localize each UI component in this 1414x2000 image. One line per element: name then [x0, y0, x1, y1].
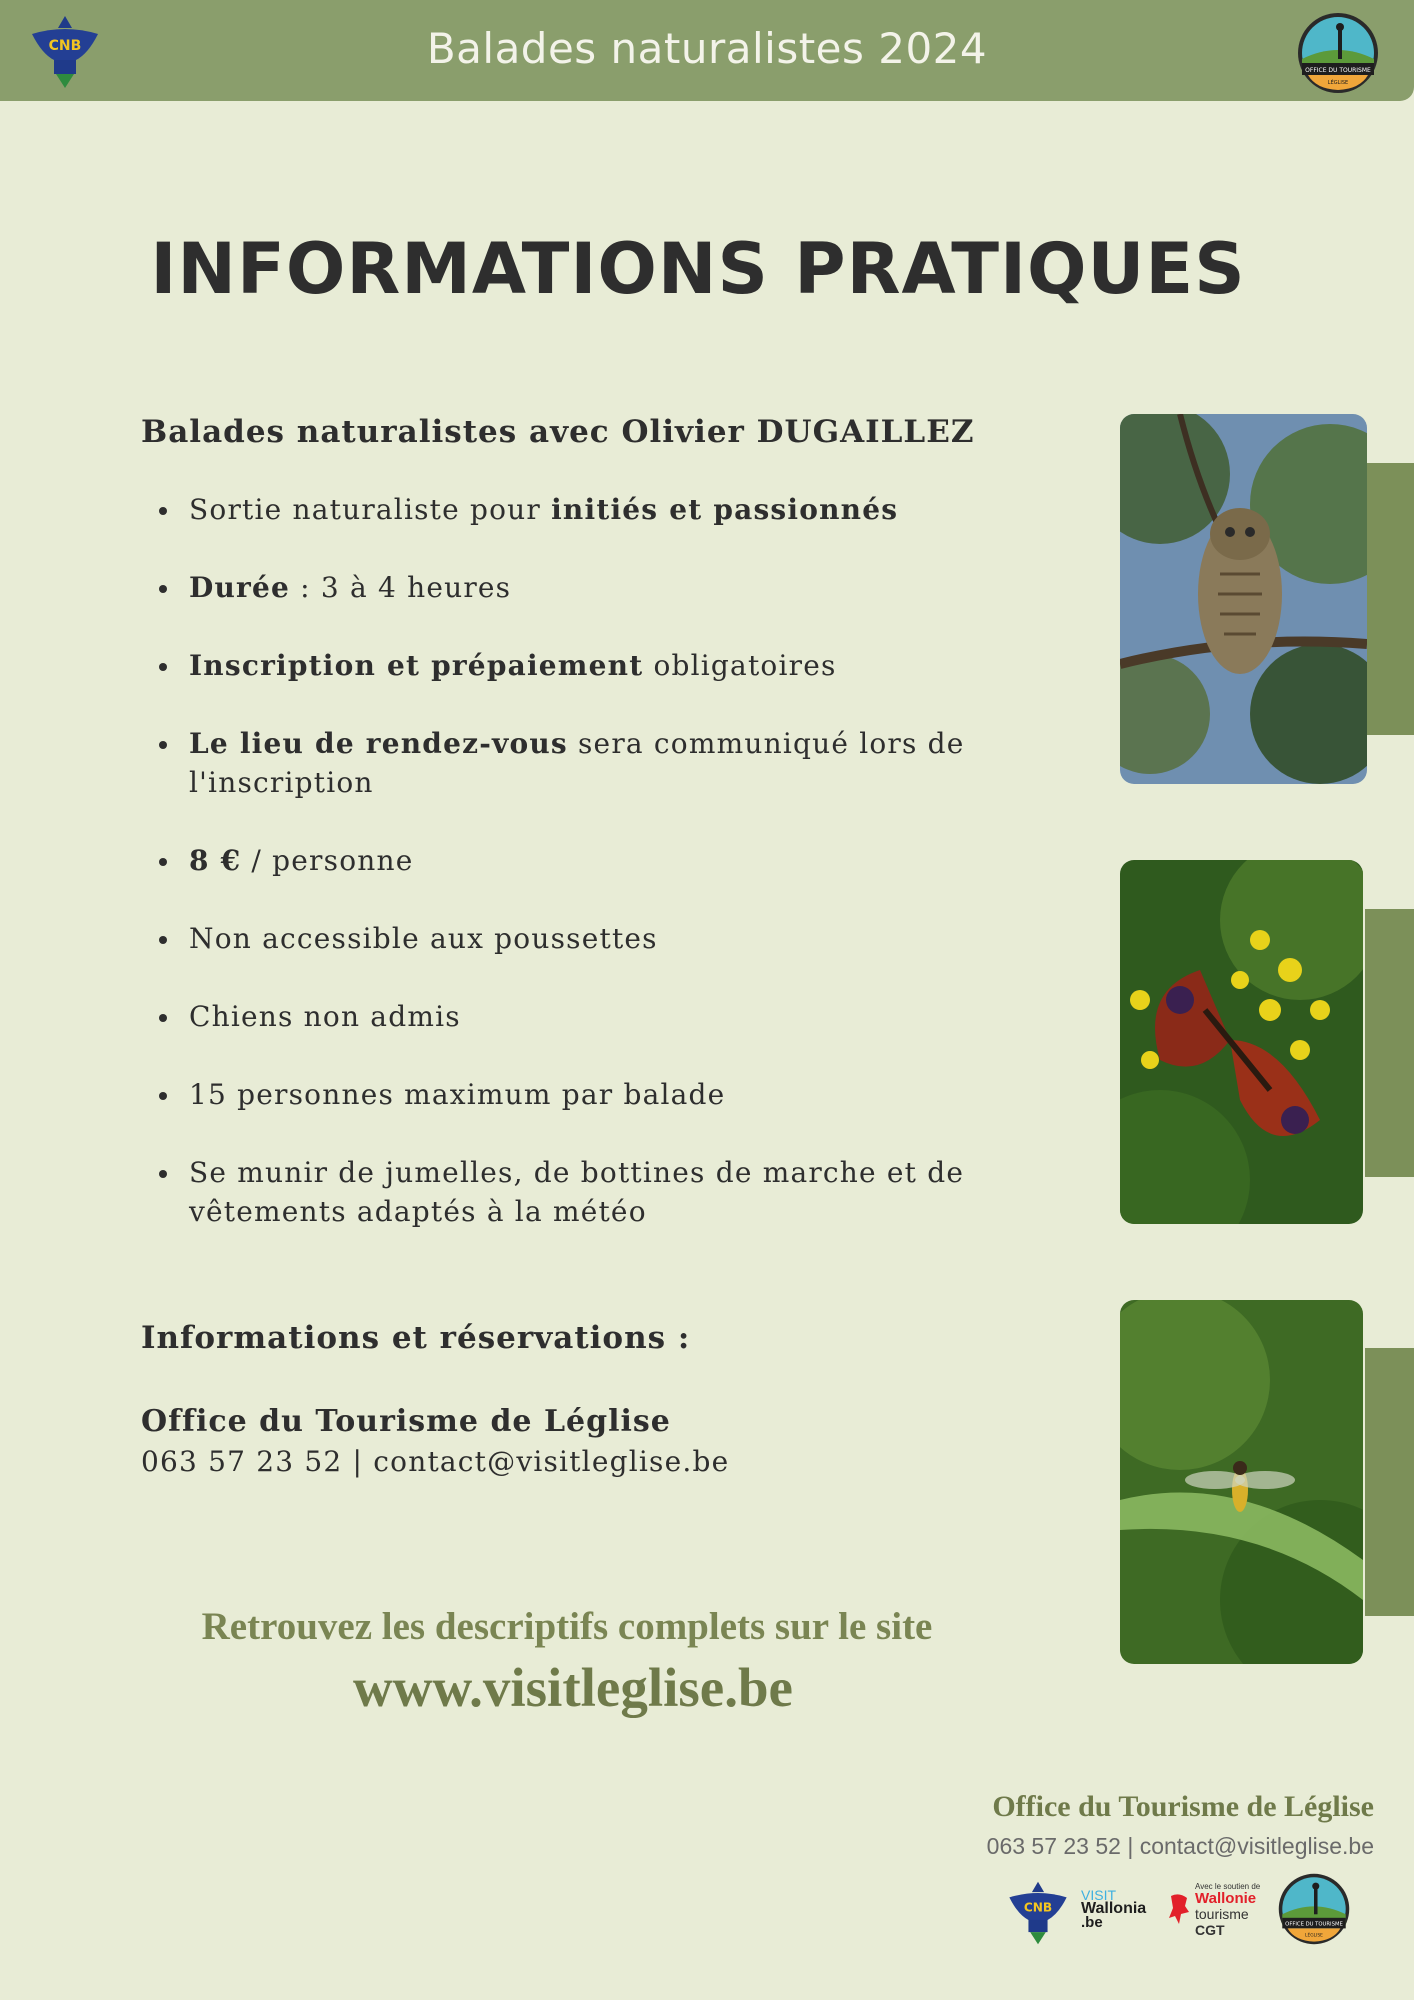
owl-photo: [1120, 414, 1367, 784]
header-bar: [0, 0, 1414, 101]
reservations-heading: Informations et réservations :: [141, 1320, 691, 1356]
list-item: Se munir de jumelles, de bottines de marche et de vêtements adaptés à la météo: [150, 1153, 1000, 1231]
section-heading: Balades naturalistes avec Olivier DUGAILLEZ: [141, 414, 975, 450]
cnb-footer-text: CNB: [1023, 1900, 1053, 1915]
list-item: Inscription et prépaiement obligatoires: [150, 646, 1000, 685]
header-title: Balades naturalistes 2024: [426, 24, 988, 73]
footer-contact[interactable]: 063 57 23 52 | contact@visitleglise.be: [986, 1833, 1374, 1859]
visit-wallonia-sub: .be: [1081, 1914, 1103, 1931]
visit-wallonia-top: VISIT: [1081, 1887, 1117, 1903]
list-item: Le lieu de rendez-vous sera communiqué lors de l'inscription: [150, 724, 1000, 802]
list-item: Chiens non admis: [150, 997, 1000, 1036]
list-item: Durée : 3 à 4 heures: [150, 568, 1000, 607]
partner-logos: [1005, 1872, 1375, 1952]
visit-wallonia-main: Wallonia: [1081, 1900, 1147, 1917]
list-item: Sortie naturaliste pour initiés et passionnés: [150, 490, 1000, 529]
office-tourisme-logo[interactable]: [1296, 11, 1380, 95]
wallonie-top: Avec le soutien de: [1195, 1882, 1261, 1891]
photo-accent-band: [1365, 463, 1414, 735]
office-tourisme-footer-logo[interactable]: [1277, 1872, 1351, 1946]
hoverfly-photo: [1120, 1300, 1363, 1664]
office-contact[interactable]: 063 57 23 52 | contact@visitleglise.be: [141, 1445, 730, 1478]
page-title: INFORMATIONS PRATIQUES: [150, 228, 1246, 310]
website-link[interactable]: www.visitleglise.be: [353, 1657, 793, 1718]
office-name: Office du Tourisme de Léglise: [141, 1404, 671, 1439]
photo-accent-band: [1365, 909, 1414, 1177]
wallonie-sub: tourisme: [1195, 1906, 1249, 1922]
visit-wallonia-logo[interactable]: [1081, 1888, 1161, 1930]
wallonie-cgt: CGT: [1195, 1922, 1225, 1938]
list-item: Non accessible aux poussettes: [150, 919, 1000, 958]
list-item: 8 € / personne: [150, 841, 1000, 880]
footer-office-name: Office du Tourisme de Léglise: [992, 1790, 1374, 1823]
website-intro: Retrouvez les descriptifs complets sur le site: [201, 1605, 933, 1648]
list-item: 15 personnes maximum par balade: [150, 1075, 1000, 1114]
office-logo-sub: LÉGLISE: [1327, 80, 1349, 86]
office-footer-logo-sub: LÉGLISE: [1305, 1933, 1323, 1939]
info-list: [150, 490, 1000, 1270]
office-footer-logo-text: OFFICE DU TOURISME: [1285, 1921, 1343, 1928]
butterfly-photo: [1120, 860, 1363, 1224]
cnb-logo-text: CNB: [48, 38, 82, 54]
cnb-footer-logo[interactable]: [1005, 1880, 1071, 1946]
office-logo-text: OFFICE DU TOURISME: [1305, 67, 1371, 74]
photo-accent-band: [1365, 1348, 1414, 1616]
wallonie-main: Wallonie: [1195, 1890, 1257, 1907]
